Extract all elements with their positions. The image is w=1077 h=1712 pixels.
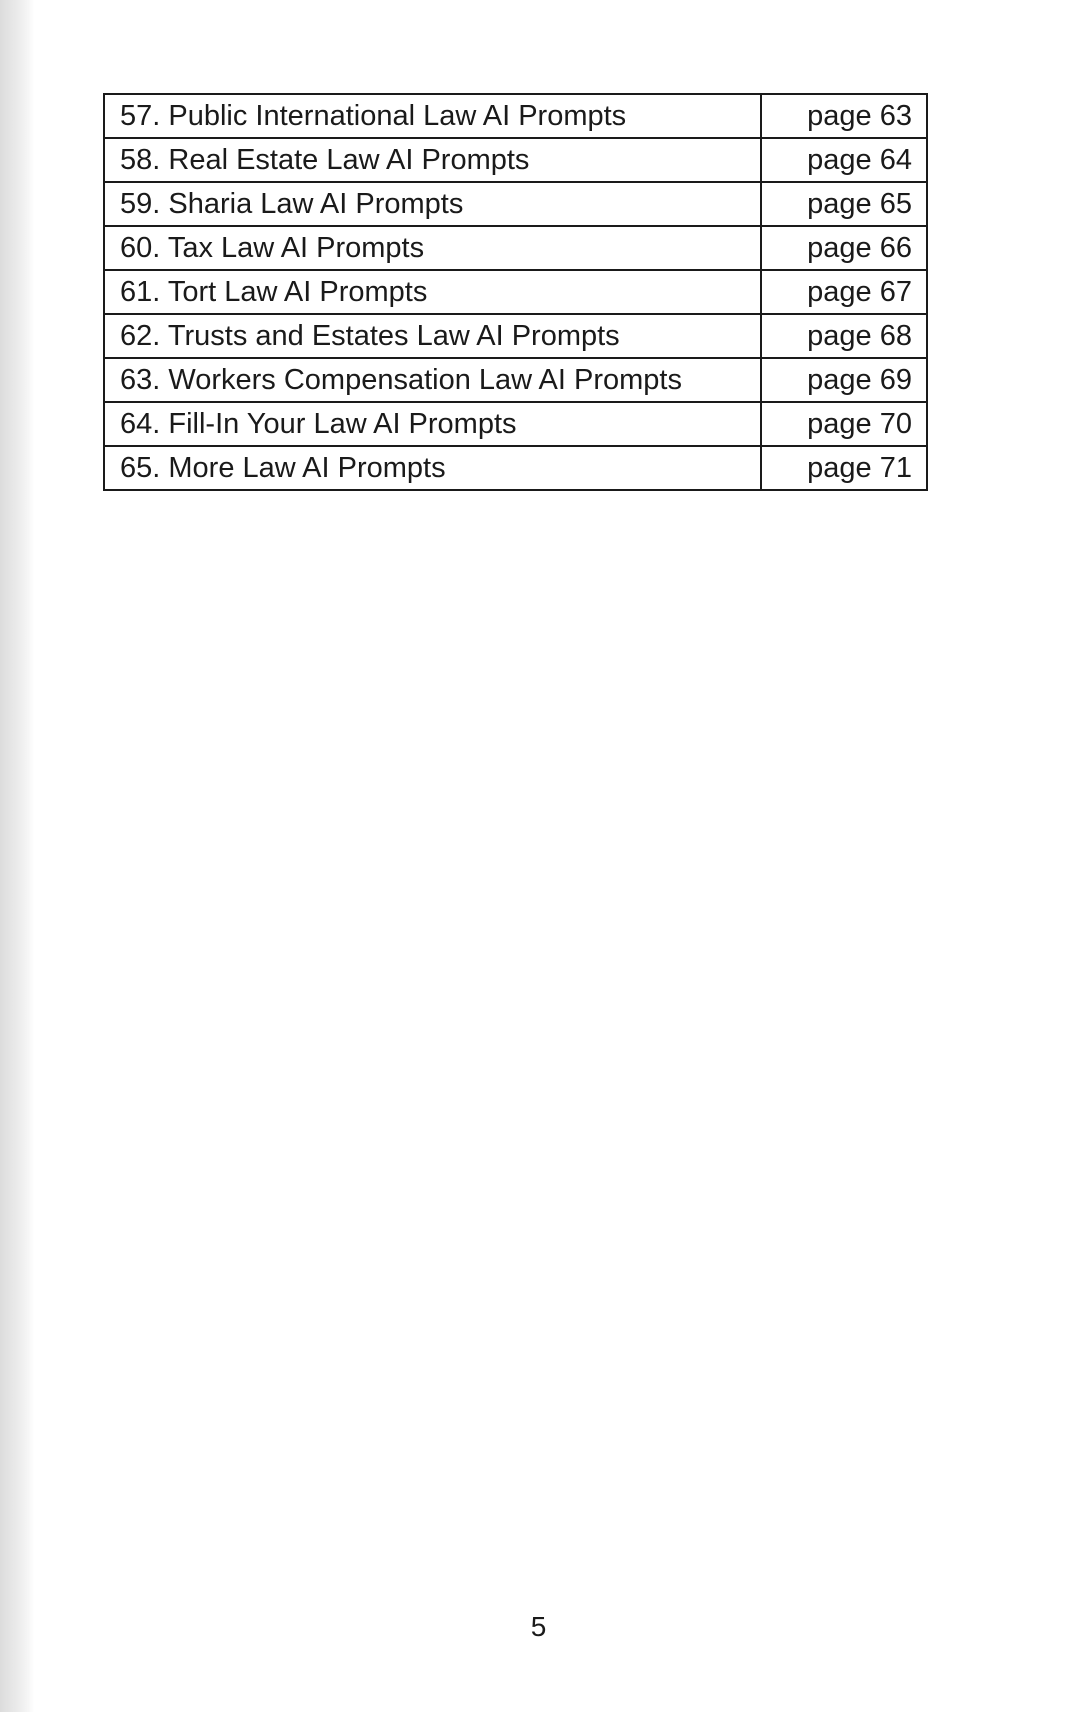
toc-entry-page: page 64 bbox=[761, 138, 927, 182]
table-of-contents bbox=[103, 93, 928, 491]
table-row bbox=[104, 270, 927, 314]
toc-entry-title: 58. Real Estate Law AI Prompts bbox=[104, 138, 761, 182]
table-row bbox=[104, 226, 927, 270]
toc-entry-page: page 66 bbox=[761, 226, 927, 270]
toc-entry-title: 60. Tax Law AI Prompts bbox=[104, 226, 761, 270]
toc-entry-page: page 63 bbox=[761, 94, 927, 138]
table-row bbox=[104, 138, 927, 182]
page-edge-shadow bbox=[0, 0, 34, 1712]
toc-entry-page: page 67 bbox=[761, 270, 927, 314]
toc-entry-title: 65. More Law AI Prompts bbox=[104, 446, 761, 490]
toc-entry-title: 61. Tort Law AI Prompts bbox=[104, 270, 761, 314]
table-row bbox=[104, 358, 927, 402]
table-row bbox=[104, 446, 927, 490]
toc-entry-page: page 68 bbox=[761, 314, 927, 358]
toc-entry-title: 62. Trusts and Estates Law AI Prompts bbox=[104, 314, 761, 358]
page-number: 5 bbox=[530, 1611, 547, 1642]
toc-entry-page: page 69 bbox=[761, 358, 927, 402]
table-row bbox=[104, 402, 927, 446]
toc-entry-page: page 70 bbox=[761, 402, 927, 446]
table-row bbox=[104, 314, 927, 358]
table-row bbox=[104, 182, 927, 226]
toc-entry-page: page 65 bbox=[761, 182, 927, 226]
toc-entry-title: 59. Sharia Law AI Prompts bbox=[104, 182, 761, 226]
table-row bbox=[104, 94, 927, 138]
toc-entry-title: 64. Fill-In Your Law AI Prompts bbox=[104, 402, 761, 446]
toc-entry-title: 57. Public International Law AI Prompts bbox=[104, 94, 761, 138]
toc-entry-page: page 71 bbox=[761, 446, 927, 490]
toc-entry-title: 63. Workers Compensation Law AI Prompts bbox=[104, 358, 761, 402]
